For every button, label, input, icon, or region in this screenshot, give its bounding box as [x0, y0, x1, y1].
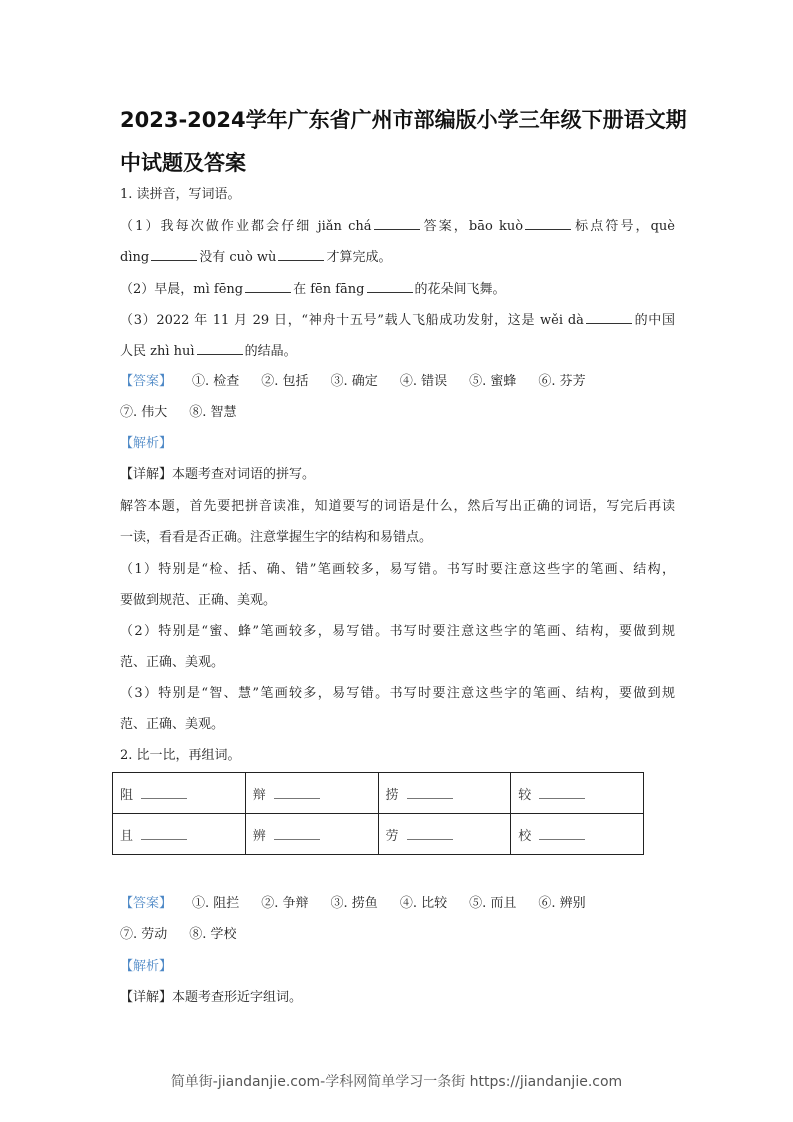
- q1-para4-line2: 范、正确、美观。: [120, 717, 225, 732]
- compare-table: [112, 772, 644, 855]
- q1-s2-text-c: 的花朵间飞舞。: [414, 282, 506, 297]
- q1-s3-text-c: 人民 zhì huì: [120, 344, 195, 359]
- answer-blank: [407, 786, 453, 799]
- q1-para3-line1: （2）特别是“蜜、蜂”笔画较多，易写错。书写时要注意这些字的笔画、结构，要做到规: [120, 624, 675, 639]
- question-2-heading: 2. 比一比，再组词。: [120, 748, 241, 763]
- q1-sentence-1: [120, 217, 675, 236]
- q1-answer-row-1: [120, 373, 675, 391]
- q1-s1-text-a: （1）我每次做作业都会仔细 jiǎn chá: [120, 219, 372, 234]
- footer-watermark: 简单街-jiandanjie.com-学科网简单学习一条街 https://jiandanjie.com: [170, 1074, 623, 1090]
- answer-item: ⑧. 智慧: [189, 405, 237, 420]
- q2-answer-row-2: [120, 926, 675, 944]
- table-cell: [378, 773, 511, 814]
- answer-item: ⑦. 劳动: [120, 927, 168, 942]
- answer-item: ⑥. 芬芳: [538, 374, 586, 389]
- answer-blank: [274, 786, 320, 799]
- cell-char: 较: [518, 787, 532, 803]
- q1-s2-text-a: （2）早晨，mì fēng: [120, 282, 244, 297]
- q1-s1-text-f: 才算完成。: [326, 250, 392, 265]
- answer-item: ④. 错误: [399, 374, 448, 389]
- q1-para4-line1: （3）特别是“智、慧”笔画较多，易写错。书写时要注意这些字的笔画、结构，要做到规: [120, 686, 675, 701]
- q1-sentence-2: [120, 280, 675, 299]
- table-row: [113, 814, 644, 855]
- answer-blank: [407, 827, 453, 840]
- table-cell: [511, 814, 644, 855]
- cell-char: 且: [120, 828, 134, 844]
- answer-label: 【答案】: [120, 896, 173, 911]
- answer-item: ②. 争辩: [261, 896, 309, 911]
- answer-item: ⑤. 蜜蜂: [469, 374, 517, 389]
- table-cell: [113, 773, 246, 814]
- q1-s1-text-e: 没有 cuò wù: [199, 250, 277, 265]
- q1-s3-text-a: （3）2022 年 11 月 29 日，“神舟十五号”载人飞船成功发射，这是 wěi dà: [120, 313, 584, 328]
- cell-char: 捞: [385, 787, 399, 803]
- q2-detail: 【详解】本题考查形近字组词。: [120, 990, 303, 1005]
- cell-char: 劳: [385, 828, 399, 844]
- cell-char: 辨: [252, 828, 266, 844]
- q1-s1-text-b: 答案，bāo kuò: [421, 219, 524, 234]
- q1-sentence-3: [120, 311, 675, 330]
- document-title-line1: 2023-2024学年广东省广州市部编版小学三年级下册语文期: [120, 108, 687, 132]
- q1-s1-text-d: dìng: [120, 250, 150, 265]
- answer-label: 【答案】: [120, 374, 173, 389]
- table-row: [113, 773, 644, 814]
- answer-blank: [197, 342, 243, 355]
- answer-blank: [539, 786, 585, 799]
- q1-s2-text-b: 在 fēn fāng: [293, 282, 365, 297]
- answer-blank: [141, 827, 187, 840]
- document-title-line2: 中试题及答案: [120, 151, 246, 175]
- q1-detail: 【详解】本题考查对词语的拼写。: [120, 467, 316, 482]
- q1-s1-text-c: 标点符号，què: [573, 219, 675, 234]
- answer-item: ①. 检查: [192, 374, 240, 389]
- q2-answer-row-1: [120, 895, 675, 913]
- answer-blank: [278, 248, 324, 261]
- answer-item: ④. 比较: [399, 896, 448, 911]
- cell-char: 辩: [252, 787, 266, 803]
- analysis-label: 【解析】: [120, 959, 173, 974]
- answer-item: ③. 确定: [330, 374, 378, 389]
- cell-char: 校: [518, 828, 532, 844]
- answer-item: ⑤. 而且: [469, 896, 517, 911]
- q1-para3-line2: 范、正确、美观。: [120, 655, 225, 670]
- answer-item: ③. 捞鱼: [330, 896, 378, 911]
- answer-blank: [525, 217, 571, 230]
- table-cell: [245, 814, 378, 855]
- q1-para1-line2: 一读，看看是否正确。注意掌握生字的结构和易错点。: [120, 530, 433, 545]
- answer-blank: [586, 311, 632, 324]
- analysis-label: 【解析】: [120, 436, 173, 451]
- table-cell: [245, 773, 378, 814]
- question-1-heading: 1. 读拼音，写词语。: [120, 187, 241, 202]
- answer-item: ②. 包括: [261, 374, 309, 389]
- q1-answer-row-2: [120, 404, 675, 422]
- table-cell: [378, 814, 511, 855]
- answer-item: ⑧. 学校: [189, 927, 237, 942]
- answer-item: ⑦. 伟大: [120, 405, 168, 420]
- answer-item: ⑥. 辨别: [538, 896, 586, 911]
- table-cell: [113, 814, 246, 855]
- answer-blank: [245, 280, 291, 293]
- q1-s3-text-d: 的结晶。: [244, 344, 297, 359]
- q1-para2-line2: 要做到规范、正确、美观。: [120, 593, 277, 608]
- q1-para2-line1: （1）特别是“检、括、确、错”笔画较多，易写错。书写时要注意这些字的笔画、结构，: [120, 562, 675, 577]
- q1-s3-text-b: 的中国: [633, 313, 675, 328]
- q1-sentence-3-cont: [120, 342, 675, 361]
- cell-char: 阻: [120, 787, 134, 803]
- q1-para1-line1: 解答本题，首先要把拼音读准，知道要写的词语是什么，然后写出正确的词语，写完后再读: [120, 499, 675, 514]
- answer-blank: [367, 280, 413, 293]
- answer-blank: [374, 217, 420, 230]
- answer-blank: [274, 827, 320, 840]
- table-cell: [511, 773, 644, 814]
- answer-blank: [151, 248, 197, 261]
- q1-sentence-1-cont: [120, 248, 675, 267]
- answer-blank: [539, 827, 585, 840]
- answer-blank: [141, 786, 187, 799]
- answer-item: ①. 阻拦: [192, 896, 240, 911]
